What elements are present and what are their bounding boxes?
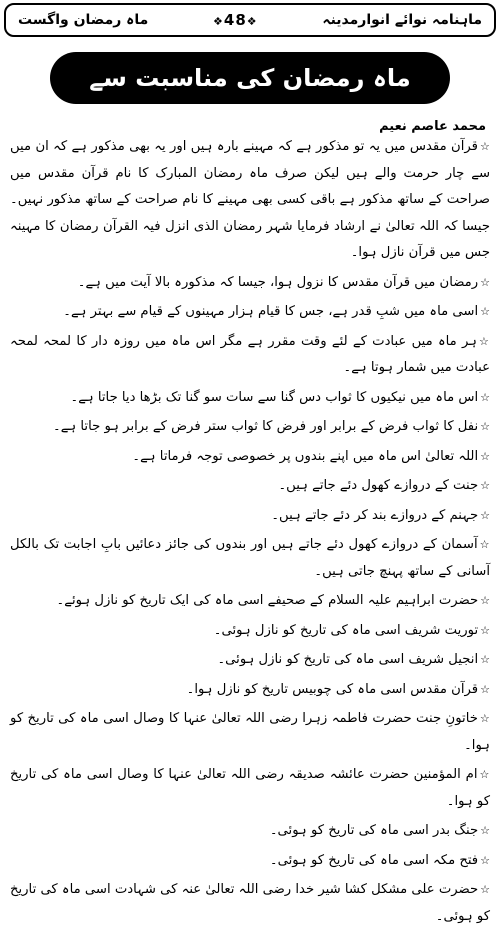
- list-item: ☆انجیل شریف اسی ماہ کی تاریخ کو نازل ہوئی۔: [217, 652, 490, 667]
- list-item: ☆جہنم کے دروازے بند کر دئے جاتے ہیں۔: [271, 507, 490, 523]
- star-icon: ☆: [479, 768, 490, 781]
- star-icon: ☆: [480, 653, 490, 666]
- star-icon: ☆: [480, 682, 490, 696]
- list-item: ☆رمضان میں قرآن مقدس کا نزول ہوا، جیسا کہ مذکورہ بالا آیت میں ہے۔: [77, 274, 490, 290]
- star-icon: ☆: [480, 305, 490, 318]
- magazine-name: ماہنامہ نوائے انوارمدینہ: [322, 12, 482, 28]
- article-title: ماہ رمضان کی مناسبت سے تاریخی واقعات: [50, 52, 450, 104]
- star-icon: ☆: [480, 824, 490, 837]
- list-item: ☆نفل کا ثواب فرض کے برابر اور فرض کا ثواب ستر فرض کے برابر ہو جاتا ہے۔: [53, 419, 490, 434]
- issue-label: ماہ رمضان واگست: [18, 12, 149, 28]
- list-item: ☆جنت کے دروازے کھول دئے جاتے ہیں۔: [278, 478, 490, 493]
- list-item: ☆جنگ بدر اسی ماہ کی تاریخ کو ہوئی۔: [269, 823, 490, 838]
- list-item: ☆اس ماہ میں نیکیوں کا ثواب دس گنا سے سات سو گنا تک بڑھا دیا جاتا ہے۔: [70, 389, 490, 405]
- list-item: ☆اللہ تعالیٰ اس ماہ میں اپنے بندوں پر خصوصی توجہ فرماتا ہے۔: [132, 448, 490, 464]
- star-icon: ☆: [480, 853, 490, 867]
- star-icon: ☆: [479, 140, 490, 153]
- page-header: [4, 3, 496, 37]
- page-number: ❖48❖: [213, 11, 258, 29]
- list-item: ☆خاتونِ جنت حضرت فاطمہ زہرا رضی اللہ تعالیٰ عنہا کا وصال اسی ماہ کی تاریخ کو ہوا۔: [10, 711, 490, 753]
- list-item: ☆ہر ماہ میں عبادت کے لئے وقت مقرر ہے مگر اس ماہ میں روزہ دار کا لمحہ لمحہ عبادت میں شمار ہوتا ہے۔: [10, 333, 490, 375]
- star-icon: ☆: [480, 420, 490, 433]
- list-item: ☆حضرت ابراہیم علیہ السلام کے صحیفے اسی ماہ کی ایک تاریخ کو نازل ہوئے۔: [56, 593, 490, 608]
- article-body: [10, 134, 490, 933]
- star-icon: ☆: [480, 594, 490, 607]
- star-icon: ☆: [480, 275, 490, 289]
- star-icon: ☆: [480, 883, 490, 896]
- star-icon: ☆: [480, 449, 490, 463]
- star-icon: ☆: [479, 538, 490, 551]
- list-item: ☆قرآن مقدس اسی ماہ کی چوبیس تاریخ کو نازل ہوا۔: [186, 681, 490, 697]
- star-icon: ☆: [480, 623, 490, 637]
- author-name: محمد عاصم نعیم: [379, 119, 486, 134]
- list-item: ☆حضرت علی مشکل کشا شیر خدا رضی اللہ تعالیٰ عنہ کی شہادت اسی ماہ کی تاریخ کو ہوئی۔: [10, 882, 490, 924]
- star-icon: ☆: [480, 390, 490, 404]
- list-item: ☆توریت شریف اسی ماہ کی تاریخ کو نازل ہوئی۔: [213, 622, 490, 638]
- list-item: ☆فتح مکہ اسی ماہ کی تاریخ کو ہوئی۔: [269, 852, 490, 868]
- ornament-icon: ❖: [246, 15, 258, 28]
- list-item: ☆اسی ماہ میں شبِ قدر ہے، جس کا قیام ہزار مہینوں کے قیام سے بہتر ہے۔: [63, 304, 490, 319]
- star-icon: ☆: [480, 479, 490, 492]
- list-item: ☆ام المؤمنین حضرت عائشہ صدیقہ رضی اللہ تعالیٰ عنہا کا وصال اسی ماہ کی تاریخ کو ہوا۔: [10, 767, 490, 809]
- star-icon: ☆: [479, 334, 490, 348]
- ornament-icon: ❖: [213, 15, 224, 28]
- star-icon: ☆: [479, 712, 490, 725]
- star-icon: ☆: [480, 508, 490, 522]
- list-item: ☆آسمان کے دروازے کھول دئے جاتے ہیں اور بندوں کی جائز دعائیں بابِ اجابت تک بالکل آسانی کے ساتھ پہنچ جاتی ہیں۔: [10, 537, 490, 579]
- paragraph: ☆قرآن مقدس میں یہ تو مذکور ہے کہ مہینے بارہ ہیں اور یہ بھی مذکور ہے کہ ان میں سے چار حرمت والے ہیں لیکن صرف ماہ رمضان المبارک کا نام قرآن مقدس میں صراحت کے ساتھ مذکور ہے باقی کسی بھی مہینے کا نام صراحت کے ساتھ مذکور نہیں۔ جیسا کہ اللہ تعالیٰ نے ارشاد فرمایا شہر رمضان الذی انزل فیہ القرآن رمضان کا مہینہ جس میں قرآن نازل ہوا۔: [10, 139, 490, 260]
